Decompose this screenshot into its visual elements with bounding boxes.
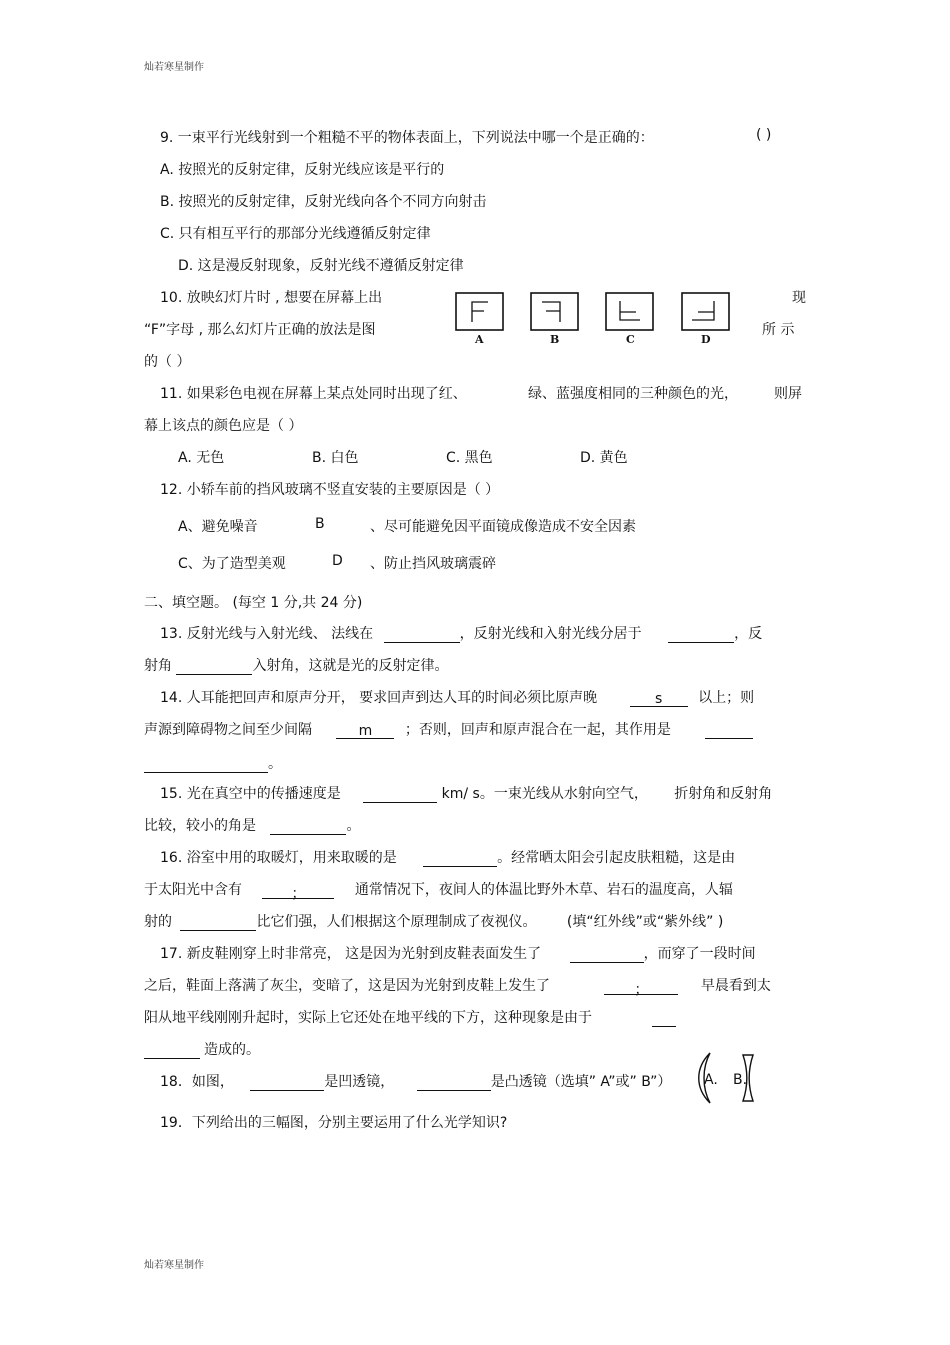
question-18-text-1: 18．如图， <box>160 1074 234 1090</box>
question-11-line-1c: 则屏 <box>774 386 802 402</box>
question-17-text-1: 17. 新皮鞋刚穿上时非常亮， 这是因为光射到皮鞋表面发生了 <box>160 946 542 962</box>
question-10-line-3: 的（ ） <box>144 354 191 370</box>
question-15-text-1: 15. 光在真空中的传播速度是 <box>160 786 341 802</box>
question-9-option-d: D. 这是漫反射现象，反射光线不遵循反射定律 <box>178 258 464 274</box>
question-11-option-a: A. 无色 <box>178 450 225 466</box>
question-16-line-2 <box>144 879 733 902</box>
question-17-line-1 <box>160 943 756 963</box>
section-2-title: 二、填空题。 (每空 1 分,共 24 分) <box>144 595 363 611</box>
question-15-text-3: 折射角和反射角 <box>674 786 773 802</box>
question-14-text-5: 。 <box>268 756 282 772</box>
question-13-text-4: 射角 <box>144 658 172 674</box>
question-13-blank-3[interactable] <box>176 659 252 675</box>
question-13-blank-2[interactable] <box>668 627 734 643</box>
question-12-stem: 12. 小轿车前的挡风玻璃不竖直安装的主要原因是（ ） <box>160 482 500 498</box>
question-17-line-3 <box>144 1007 676 1027</box>
question-12-option-c: C、为了造型美观 <box>178 556 286 572</box>
question-16-line-3 <box>144 911 723 931</box>
question-14-blank-3[interactable] <box>705 723 753 739</box>
question-15-blank-1[interactable] <box>363 787 437 803</box>
page-header: 灿若寒星制作 <box>144 62 204 73</box>
question-14-blank-3-continued[interactable] <box>144 757 268 773</box>
lens-a-label: A. <box>704 1072 718 1088</box>
question-14-text-3: 声源到障碍物之间至少间隔 <box>144 722 312 738</box>
question-13-line-2 <box>144 655 448 675</box>
question-9-option-c: C. 只有相互平行的那部分光线遵循反射定律 <box>160 226 431 242</box>
question-18-text-3: 是凸透镜（选填” A”或” B”） <box>490 1074 672 1090</box>
question-11-line-1b: 绿、蓝强度相同的三种颜色的光， <box>528 386 738 402</box>
question-14-line-2 <box>144 719 753 739</box>
question-16-line-1 <box>160 847 735 867</box>
question-10-line-1: 10. 放映幻灯片时 , 想要在屏幕上出 <box>160 290 383 306</box>
question-14-unit-m: m <box>358 723 373 739</box>
question-15-line-1 <box>160 783 772 803</box>
question-10-line-2-end: 所 示 <box>762 322 795 338</box>
question-15-text-2: km/ s。一束光线从水射向空气， <box>441 786 648 802</box>
question-14-blank-2[interactable] <box>336 723 394 739</box>
question-17-line-2 <box>144 975 771 998</box>
question-14-text-2: 以上；则 <box>698 690 755 706</box>
question-17-text-3: 之后，鞋面上落满了灰尘，变暗了，这是因为光射到皮鞋上发生了 <box>144 978 550 994</box>
question-17-text-2: ，而穿了一段时间 <box>643 946 756 962</box>
slide-label-b: B <box>550 333 560 346</box>
question-11-option-d: D. 黄色 <box>580 450 628 466</box>
question-16-blank-1[interactable] <box>423 851 497 867</box>
question-16-text-3: 于太阳光中含有 <box>144 882 242 898</box>
question-19: 19．下列给出的三幅图，分别主要运用了什么光学知识? <box>160 1115 508 1131</box>
question-11-line-2: 幕上该点的颜色应是（ ） <box>144 418 303 434</box>
question-14-text-1: 14. 人耳能把回声和原声分开， 要求回声到达人耳的时间必须比原声晚 <box>160 690 598 706</box>
question-14-text-4: ；否则，回声和原声混合在一起，其作用是 <box>404 722 671 738</box>
question-17-text-6: 造成的。 <box>204 1042 260 1058</box>
slide-option-a-figure <box>456 293 503 330</box>
question-15-text-4: 比较，较小的角是 <box>144 818 256 834</box>
question-17-text-5: 阳从地平线刚刚升起时，实际上它还处在地平线的下方，这种现象是由于 <box>144 1010 592 1026</box>
question-13-text-2: ，反射光线和入射光线分居于 <box>459 626 642 642</box>
question-12-option-a: A、避免噪音 <box>178 519 258 535</box>
question-11-line-1a: 11. 如果彩色电视在屏幕上某点处同时出现了红、 <box>160 386 467 402</box>
question-16-text-7: (填“红外线”或“紫外线” ) <box>566 914 724 930</box>
question-16-blank-3[interactable] <box>180 915 256 931</box>
question-18-blank-1[interactable] <box>250 1075 324 1091</box>
question-13-text-1: 13. 反射光线与入射光线、 法线在 <box>160 626 374 642</box>
question-9-stem: 9. 一束平行光线射到一个粗糙不平的物体表面上，下列说法中哪一个是正确的： <box>160 130 654 146</box>
slide-option-d-figure <box>682 293 729 330</box>
question-17-line-4 <box>144 1039 260 1059</box>
question-14-line-3 <box>144 753 282 773</box>
question-14-line-1 <box>160 687 754 707</box>
question-12-option-b: 、尽可能避免因平面镜成像造成不安全因素 <box>370 519 636 535</box>
question-16-text-1: 16. 浴室中用的取暖灯，用来取暖的是 <box>160 850 397 866</box>
question-15-line-2 <box>144 815 360 835</box>
question-9-answer-paren: ( ) <box>756 127 772 143</box>
question-13-line-1 <box>160 623 762 643</box>
question-11-option-b: B. 白色 <box>312 450 359 466</box>
question-17-semicolon: ； <box>634 982 649 998</box>
question-16-text-4: 通常情况下，夜间人的体温比野外木草、岩石的温度高，人辐 <box>354 882 733 898</box>
question-16-text-2: 。经常晒太阳会引起皮肤粗糙，这是由 <box>497 850 736 866</box>
slide-option-c-figure <box>606 293 653 330</box>
question-16-text-5: 射的 <box>144 914 172 930</box>
lens-b-label: B. <box>733 1072 748 1088</box>
question-12-option-d-letter: D <box>332 553 343 569</box>
slide-label-c: C <box>626 333 635 346</box>
question-11-option-c: C. 黑色 <box>446 450 493 466</box>
slide-orientation-figure <box>450 290 740 350</box>
question-9-option-a: A. 按照光的反射定律，反射光线应该是平行的 <box>160 162 445 178</box>
question-13-blank-1[interactable] <box>384 627 460 643</box>
question-13-text-3: ，反 <box>734 626 763 642</box>
question-18-blank-2[interactable] <box>417 1075 491 1091</box>
question-16-blank-2[interactable] <box>262 883 334 902</box>
question-15-blank-2[interactable] <box>270 819 346 835</box>
question-17-blank-1[interactable] <box>570 947 644 963</box>
question-17-blank-3-continued[interactable] <box>144 1043 200 1059</box>
question-10-line-1-end: 现 <box>792 290 806 306</box>
question-14-unit-s: s <box>654 691 663 707</box>
question-12-option-b-letter: B <box>315 516 325 532</box>
question-15-text-5: 。 <box>346 818 361 834</box>
slide-label-a: A <box>475 333 484 346</box>
question-17-text-4: 早晨看到太 <box>700 978 771 994</box>
question-17-blank-2[interactable] <box>604 979 678 998</box>
question-16-text-6: 比它们强，人们根据这个原理制成了夜视仪。 <box>256 914 537 930</box>
question-18-line <box>160 1071 671 1091</box>
question-13-text-5: 入射角，这就是光的反射定律。 <box>252 658 449 674</box>
question-14-blank-1[interactable] <box>630 691 688 707</box>
question-12-option-d: 、防止挡风玻璃震碎 <box>370 556 496 572</box>
slide-option-b-figure <box>531 293 578 330</box>
question-17-blank-3[interactable] <box>652 1011 676 1027</box>
slide-label-d: D <box>701 333 711 346</box>
question-18-text-2: 是凹透镜， <box>324 1074 395 1090</box>
question-9-option-b: B. 按照光的反射定律，反射光线向各个不同方向射击 <box>160 194 487 210</box>
question-10-line-2: “F”字母 , 那么幻灯片正确的放法是图 <box>144 322 376 338</box>
question-16-semicolon: ； <box>291 886 306 902</box>
page-footer: 灿若寒星制作 <box>144 1260 204 1271</box>
